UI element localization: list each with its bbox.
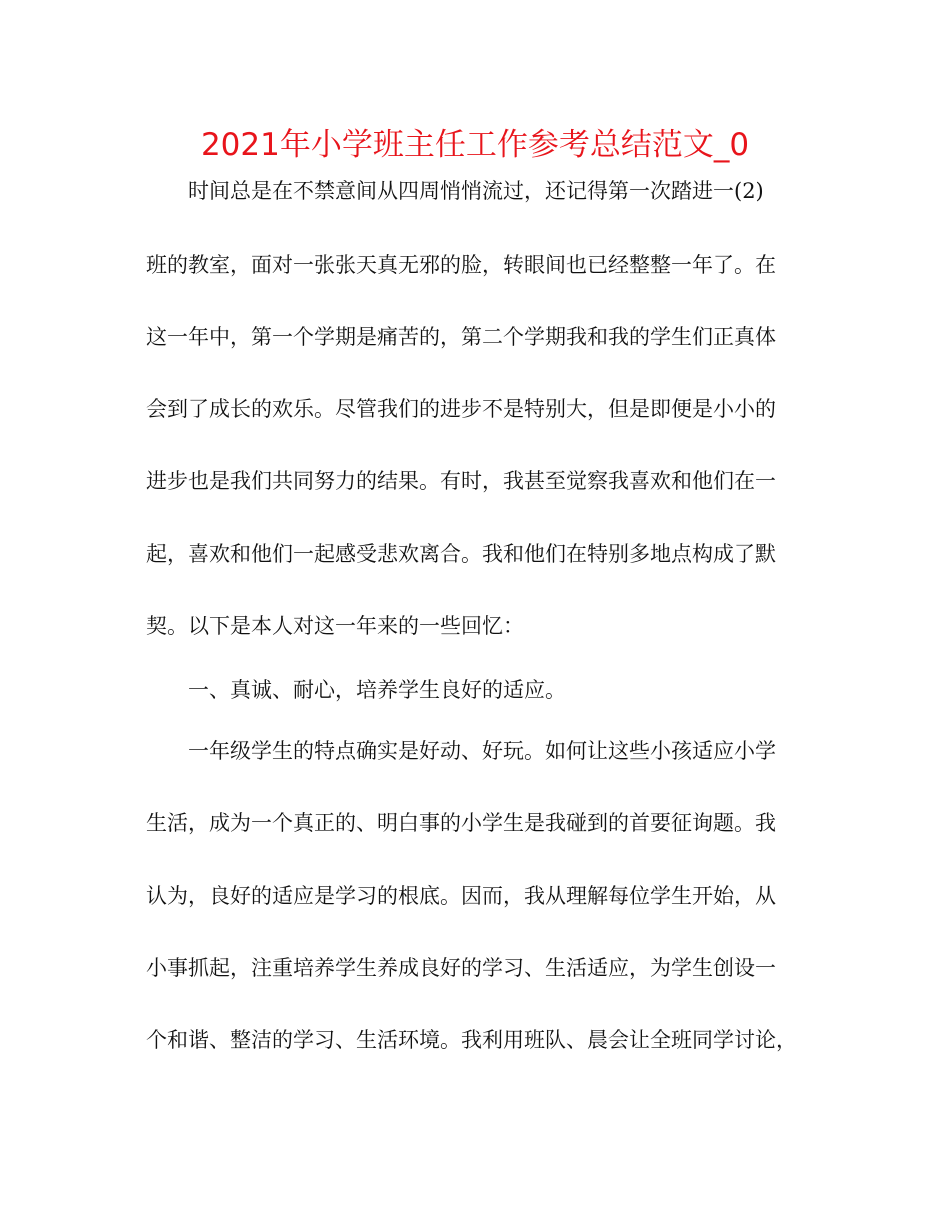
document-title: 2021年小学班主任工作参考总结范文_0 [200, 127, 750, 163]
text-line-13: 个和谐、整洁的学习、生活环境。我利用班队、晨会让全班同学讨论， [146, 1028, 797, 1052]
text-line-6: 起，喜欢和他们一起感受悲欢离合。我和他们在特别多地点构成了默 [146, 542, 776, 566]
text-line-2: 班的教室，面对一张张天真无邪的脸，转眼间也已经整整一年了。在 [146, 253, 776, 277]
text-line-10: 生活，成为一个真正的、明白事的小学生是我碰到的首要征询题。我 [146, 811, 776, 835]
text-line-12: 小事抓起，注重培养学生养成良好的学习、生活适应，为学生创设一 [146, 956, 776, 980]
text-line-4: 会到了成长的欢乐。尽管我们的进步不是特别大，但是即便是小小的 [146, 397, 776, 421]
text-line-9: 一年级学生的特点确实是好动、好玩。如何让这些小孩适应小学 [188, 739, 776, 763]
text-line-3: 这一年中，第一个学期是痛苦的，第二个学期我和我的学生们正真体 [146, 325, 776, 349]
text-line-7: 契。以下是本人对这一年来的一些回忆： [146, 614, 524, 638]
text-line-1: 时间总是在不禁意间从四周悄悄流过，还记得第一次踏进一(2) [188, 179, 764, 203]
text-line-5: 进步也是我们共同努力的结果。有时，我甚至觉察我喜欢和他们在一 [146, 469, 776, 493]
text-line-11: 认为，良好的适应是学习的根底。因而，我从理解每位学生开始，从 [146, 884, 776, 908]
section-heading-1: 一、真诚、耐心，培养学生良好的适应。 [188, 678, 566, 702]
